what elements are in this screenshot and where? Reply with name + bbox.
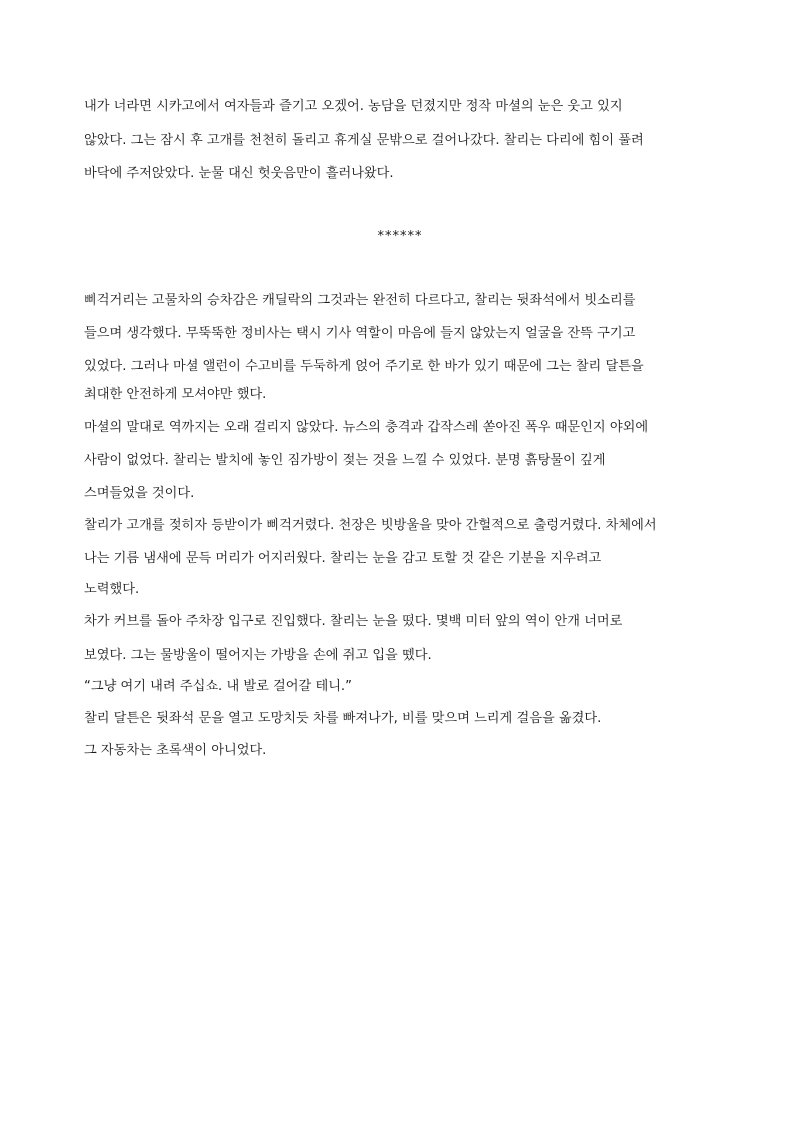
paragraph-line: 보였다. 그는 물방울이 떨어지는 가방을 손에 쥐고 입을 뗐다. [84, 648, 432, 663]
paragraph-line: 사람이 없었다. 찰리는 발치에 놓인 짐가방이 젖는 것을 느낄 수 있었다. 분명 흙탕물이 깊게 [84, 453, 606, 468]
paragraph-line: 마셜의 말대로 역까지는 오래 걸리지 않았다. 뉴스의 충격과 갑작스레 쏟아진 폭우 때문인지 야외에 [84, 420, 649, 435]
paragraph-line: 차가 커브를 돌아 주차장 입구로 진입했다. 찰리는 눈을 떴다. 몇백 미터 앞의 역이 안개 너머로 [84, 614, 623, 629]
paragraph-line: 들으며 생각했다. 무뚝뚝한 정비사는 택시 기사 역할이 마음에 들지 않았는지 얼굴을 잔뜩 구기고 [84, 326, 636, 341]
paragraph-line: 내가 너라면 시카고에서 여자들과 즐기고 오겠어. 농담을 던졌지만 정작 마셜의 눈은 웃고 있지 [84, 99, 623, 114]
paragraph-line: 노력했다. [84, 582, 140, 597]
paragraph-line: 찰리 달튼은 뒷좌석 문을 열고 도망치듯 차를 빠져나가, 비를 맞으며 느리게 걸음을 옮겼다. [84, 711, 602, 726]
paragraph-line: 찰리가 고개를 젖히자 등받이가 삐걱거렸다. 천장은 빗방울을 맞아 간헐적으로 출렁거렸다. 차체에서 [84, 518, 657, 533]
paragraph-line: 스며들었을 것이다. [84, 486, 195, 501]
dialogue-line: “그냥 여기 내려 주십쇼. 내 발로 걸어갈 테니.” [84, 679, 352, 694]
paragraph-line: 있었다. 그러나 마셜 앨런이 수고비를 두둑하게 얹어 주기로 한 바가 있기 때문에 그는 찰리 달튼을 [84, 359, 644, 374]
section-divider: ****** [377, 229, 423, 244]
paragraph-line: 않았다. 그는 잠시 후 고개를 천천히 돌리고 휴게실 문밖으로 걸어나갔다. 찰리는 다리에 힘이 풀려 [84, 133, 644, 148]
paragraph-line: 바닥에 주저앉았다. 눈물 대신 헛웃음만이 흘러나왔다. [84, 166, 394, 181]
paragraph-line: 삐걱거리는 고물차의 승차감은 캐딜락의 그것과는 완전히 다르다고, 찰리는 뒷좌석에서 빗소리를 [84, 293, 636, 308]
paragraph-line: 그 자동차는 초록색이 아니었다. [84, 743, 267, 758]
paragraph-line: 나는 기름 냄새에 문득 머리가 어지러웠다. 찰리는 눈을 감고 토할 것 같은 기분을 지우려고 [84, 551, 602, 566]
paragraph-line: 최대한 안전하게 모셔야만 했다. [84, 387, 267, 402]
